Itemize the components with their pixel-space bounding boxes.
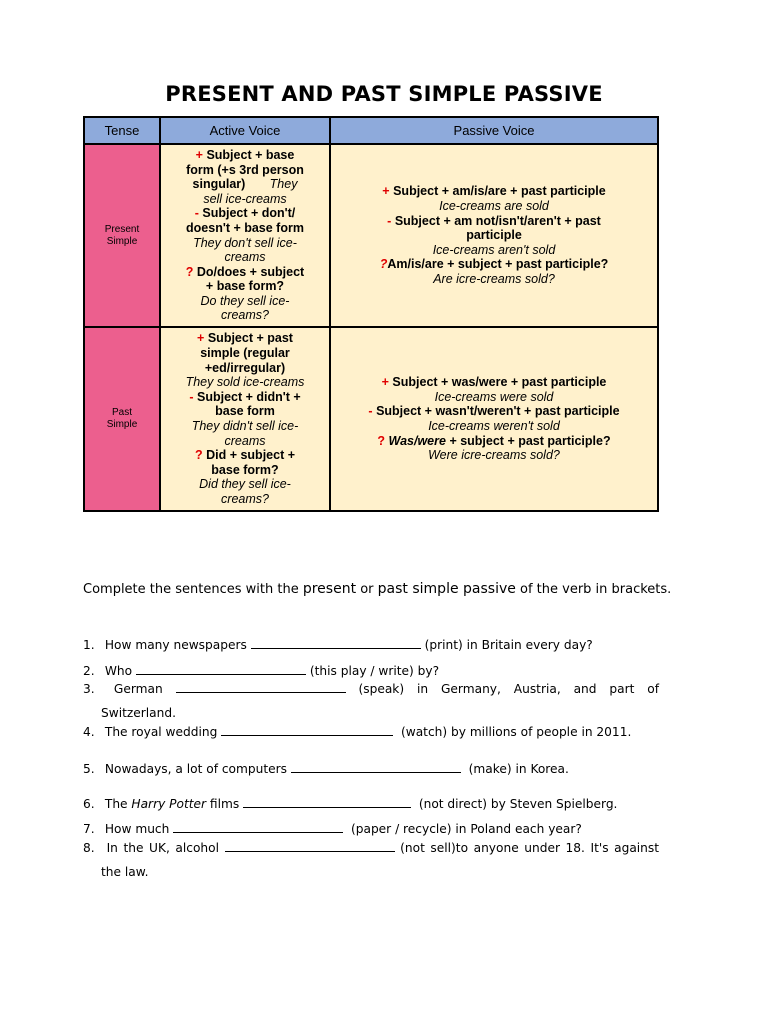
negative-form [331, 214, 657, 229]
example-text: Are icre-creams sold? [433, 271, 555, 286]
instructions-text: Complete the sentences with the [83, 582, 299, 597]
minus-sign: - [368, 404, 373, 419]
form-text: Do/does + subject [196, 264, 305, 279]
tense-past-simple [84, 327, 160, 511]
question-form [331, 434, 657, 449]
exercise-text: How many newspapers [104, 638, 247, 652]
example-text: Ice-creams were sold [434, 389, 554, 404]
form-text: form (+s 3rd person [186, 162, 304, 177]
answer-blank[interactable] [251, 636, 421, 649]
exercise-line [83, 677, 659, 701]
header-passive-voice: Passive Voice [330, 117, 658, 144]
page-title: PRESENT AND PAST SIMPLE PASSIVE [165, 82, 603, 106]
tense-label-line: Simple [106, 419, 138, 430]
exercise-text: The [104, 797, 128, 811]
form-text: Did + subject + [206, 448, 296, 463]
exercise-title-italic: Harry Potter [131, 797, 207, 811]
exercise-text: The royal wedding [104, 725, 218, 739]
exercise-number: 7. [83, 822, 95, 836]
exercise-item [83, 633, 659, 657]
plus-sign: + [381, 375, 389, 390]
instructions-emphasis: past simple passive [377, 581, 516, 597]
example-text: sell ice-creams [203, 191, 287, 206]
form-text: Subject + wasn't/weren't + past participle [376, 404, 620, 419]
exercise-text: In the UK, alcohol [106, 841, 219, 855]
example-text: Did they sell ice- [199, 477, 291, 492]
form-text: + base form? [205, 279, 285, 294]
instructions-text: or [360, 582, 374, 597]
affirmative-form [331, 184, 657, 199]
affirmative-form [331, 375, 657, 390]
form-text: base form [215, 404, 275, 419]
exercise-number: 3. [83, 682, 95, 696]
question-sign: ? [379, 257, 388, 272]
form-text: +ed/irregular) [204, 360, 286, 375]
form-text: Subject + didn't + [196, 389, 301, 404]
form-text: Subject + was/were + past participle [392, 375, 607, 390]
exercise-number: 2. [83, 664, 95, 678]
form-text: Subject + base [206, 147, 295, 162]
form-text: singular) [192, 177, 246, 192]
exercise-text: How much [104, 822, 170, 836]
plus-sign: + [197, 331, 205, 346]
exercise-item [83, 757, 659, 781]
tense-label-line: Present [104, 223, 140, 235]
exercise-item [83, 836, 659, 884]
past-passive-cell [330, 327, 658, 511]
example-text: creams [224, 433, 266, 448]
minus-sign: - [194, 206, 199, 221]
question-sign: ? [185, 264, 194, 279]
form-text: base form? [211, 462, 279, 477]
minus-sign: - [189, 389, 194, 404]
example-text: Do they sell ice- [200, 293, 290, 308]
exercise-number: 6. [83, 797, 95, 811]
negative-form [161, 206, 329, 221]
exercise-text: (this play / write) by? [309, 664, 440, 678]
exercise-item [83, 792, 659, 816]
question-sign: ? [377, 433, 386, 448]
example-text: They didn't sell ice- [191, 419, 299, 433]
exercise-number: 4. [83, 725, 95, 739]
question-form [161, 265, 329, 280]
form-text: simple (regular [200, 346, 290, 361]
header-tense: Tense [84, 117, 160, 144]
form-text: + subject + past participle? [449, 433, 611, 448]
answer-blank[interactable] [221, 723, 393, 736]
table-header-row [84, 117, 658, 144]
table-row-past-simple [84, 327, 658, 511]
plus-sign: + [195, 147, 203, 162]
example-text: Were icre-creams sold? [428, 448, 560, 463]
minus-sign: - [387, 213, 392, 228]
tense-label-line: Simple [106, 235, 138, 247]
form-text: Subject + am not/isn't/aren't + past [394, 213, 601, 228]
past-active-cell [160, 327, 330, 511]
form-text: Was/were [388, 433, 446, 448]
negative-form [331, 404, 657, 419]
example-text: Ice-creams aren't sold [432, 242, 556, 257]
form-text: Subject + am/is/are + past participle [393, 184, 606, 199]
tense-present-simple [84, 144, 160, 327]
example-text: Ice-creams are sold [439, 199, 549, 214]
answer-blank[interactable] [173, 820, 343, 833]
form-text: Subject + don't/ [202, 206, 296, 221]
exercise-text: (speak) in Germany, Austria, and part of [358, 682, 660, 696]
form-text: Subject + past [207, 331, 293, 346]
present-active-cell [160, 144, 330, 327]
exercise-text: Nowadays, a lot of computers [104, 762, 287, 776]
answer-blank[interactable] [136, 662, 306, 675]
form-text: doesn't + base form [186, 220, 304, 235]
example-text: creams [224, 250, 266, 265]
exercise-text: (not direct) by Steven Spielberg. [418, 797, 618, 811]
affirmative-form-line [161, 177, 329, 192]
example-text: Ice-creams weren't sold [428, 419, 560, 433]
exercise-number: 5. [83, 762, 95, 776]
exercise-item [83, 720, 659, 744]
exercise-text: (not sell)to anyone under 18. It's against [400, 841, 660, 855]
example-text: They sold ice-creams [185, 375, 305, 390]
affirmative-form [161, 148, 329, 163]
negative-form [161, 390, 329, 405]
header-active-voice: Active Voice [160, 117, 330, 144]
answer-blank[interactable] [291, 760, 461, 773]
exercise-continuation: the law. [101, 865, 149, 879]
example-text: They don't sell ice- [193, 235, 297, 250]
tense-label-line: Past [111, 407, 132, 418]
exercise-number: 1. [83, 638, 95, 652]
exercise-text: Who [104, 664, 133, 678]
exercise-text: (paper / recycle) in Poland each year? [350, 822, 582, 836]
example-text: They [269, 177, 298, 192]
answer-blank[interactable] [176, 680, 346, 693]
exercise-line [83, 836, 659, 860]
exercise-text: films [209, 797, 240, 811]
question-form [161, 448, 329, 463]
plus-sign: + [382, 184, 390, 199]
exercise-text: (watch) by millions of people in 2011. [400, 725, 632, 739]
form-text: Am/is/are + subject + past participle? [387, 257, 609, 272]
exercise-text: (print) in Britain every day? [424, 638, 593, 652]
table-row-present-simple [84, 144, 658, 327]
grammar-table [83, 116, 659, 512]
instructions [83, 580, 673, 599]
exercise-text: German [113, 682, 163, 696]
affirmative-form [161, 331, 329, 346]
instructions-text: of the verb in brackets. [520, 582, 672, 597]
example-text: creams? [221, 491, 269, 506]
exercise-item [83, 677, 659, 725]
answer-blank[interactable] [225, 839, 395, 852]
exercise-continuation: Switzerland. [101, 706, 176, 720]
question-form [331, 257, 657, 272]
answer-blank[interactable] [243, 795, 411, 808]
instructions-emphasis: present [302, 581, 357, 597]
form-text: participle [466, 228, 522, 243]
example-text: creams? [221, 308, 269, 323]
question-sign: ? [194, 448, 203, 463]
exercise-number: 8. [83, 841, 95, 855]
present-passive-cell [330, 144, 658, 327]
exercise-text: (make) in Korea. [468, 762, 569, 776]
